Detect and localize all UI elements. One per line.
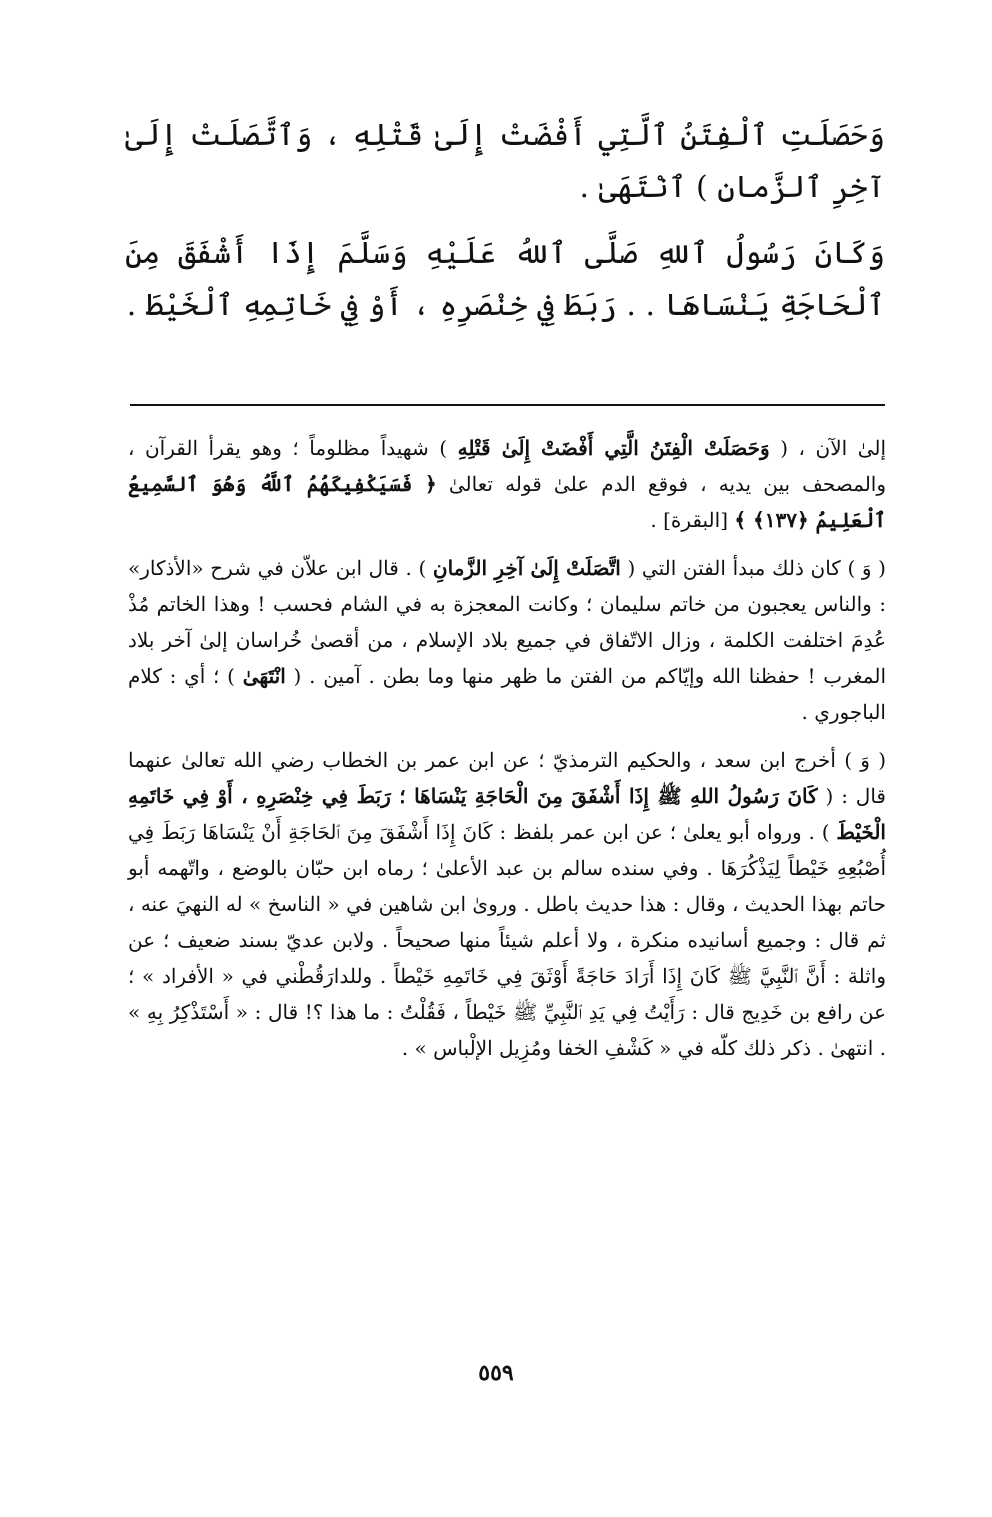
- main-text: [125, 110, 885, 332]
- commentary-block: [128, 430, 886, 1078]
- note2-text-a: ( وَ ) كان ذلك مبدأ الفتن التي (: [627, 556, 886, 580]
- commentary-paragraph-1: [128, 430, 886, 538]
- commentary-paragraph-2: [128, 550, 886, 730]
- note2-quote-end: انْتَهَىٰ: [242, 664, 286, 688]
- note1-quran-verse: ﴿ فَسَيَكْفِيكَهُمُ ٱللَّهُ وَهُوَ ٱلسَّمِيعُ ٱلْعَلِيمُ ﴿١٣٧﴾ ﴾: [128, 472, 886, 532]
- note3-hadith-quote: كَانَ رَسُولُ اللهِ ﷺ إِذَا أَشْفَقَ مِنَ الْحَاجَةِ يَنْسَاهَا ؛ رَبَطَ فِي خِنْصَرِهِ ، أَوْ فِي خَاتَمِهِ الْخَيْطَ: [128, 784, 886, 844]
- main-paragraph-1: وَحَصَلَتِ ٱلْفِتَنُ ٱلَّتِي أَفْضَتْ إِلَىٰ قَتْلِهِ ، وَٱتَّصَلَتْ إِلَىٰ آخِرِ ٱلزَّمانِ ) ٱنْتَهَىٰ .: [125, 118, 885, 205]
- note1-quote: وَحَصَلَتْ الْفِتَنُ الَّتِي أَفْضَتْ إِلَىٰ قَتْلِهِ: [457, 436, 770, 460]
- main-text-block: [125, 110, 885, 332]
- note3-text-c: ) . ورواه أبو يعلىٰ ؛ عن ابن عمر بلفظ : كَانَ إِذَا أَشْفَقَ مِنَ ٱلحَاجَةِ أَنْ يَنْسَاهَا رَبَطَ فِي أُصْبُعِهِ خَيْطاً لِيَذْكُرَهَا . وفي سنده سالم بن عبد الأعلىٰ ؛ رماه ابن حبّان بالوضع ، واتّهمه أبو حاتم بهذا الحديث ، وقال : هذا حديث باطل . وروىٰ ابن شاهين في « الناسخ » له النهيَ عنه ، ثم قال : وجميع أسانيده منكرة ، ولا أعلم شيئاً منها صحيحاً . ولابن عديّ بسند ضعيف ؛ عن واثلة : أَنَّ ٱلنَّبِيَّ ﷺ كَانَ إِذَا أَرَادَ حَاجَةً أَوْثَقَ فِي خَاتَمِهِ خَيْطاً . وللدارَقُطْني في « الأفراد » ؛ عن رافع بن خَدِيج قال : رَأَيْتُ فِي يَدِ ٱلنَّبِيِّ ﷺ خَيْطاً ، فَقُلْتُ : ما هذا ؟! قال : « أَسْتَذْكِرُ بِهِ » . انتهىٰ . ذكر ذلك كلّه في « كَشْفِ الخفا ومُزِيل الإلْباس » .: [128, 820, 886, 1060]
- note1-text-a: إلىٰ الآن ، (: [780, 436, 887, 460]
- page-number: ٥٥٩: [478, 1360, 514, 1386]
- note2-text-c: ) . قال ابن علاّن في شرح «الأذكار» : والناس يعجبون من خاتم سليمان ؛ وكانت المعجزة به في الشام فحسب ! وهذا الخاتم مُذْ عُدِمَ اختلفت الكلمة ، وزال الاتّفاق في جميع بلاد الإسلام ، من أقصىٰ خُراسان إلىٰ آخر بلاد المغرب ! حفظنا الله وإيّاكم من الفتن ما ظهر منها وما بطن . آمين . (: [128, 556, 887, 688]
- commentary-paragraph-3: [128, 742, 886, 1066]
- footnote-divider: [130, 404, 885, 406]
- main-paragraph-2: وَكَانَ رَسُولُ ٱللهِ صَلَّى ٱللهُ عَلَيْهِ وَسَلَّمَ إِذَا أَشْفَقَ مِنَ ٱلْحَاجَةِ يَنْسَاهَا . . رَبَطَ فِي خِنْصَرِهِ ، أَوْ فِي خَاتِمِهِ ٱلْخَيْطَ .: [125, 236, 885, 323]
- note1-text-c: ) شهيداً مظلوماً ؛ وهو يقرأ القرآن ، والمصحف بين يديه ، فوقع الدم علىٰ قوله تعالىٰ: [128, 436, 887, 496]
- note1-surah-ref: [البقرة] .: [650, 508, 728, 532]
- note2-text-e: ) ؛ أي : كلام الباجوري .: [128, 664, 886, 724]
- note2-quote: اتَّصَلَتْ إِلَىٰ آخِرِ الزَّمانِ: [432, 556, 621, 580]
- note3-text-a: ( وَ ) أخرج ابن سعد ، والحكيم الترمذيّ ؛ عن ابن عمر بن الخطاب رضي الله تعالىٰ عنهما قال : (: [128, 748, 886, 808]
